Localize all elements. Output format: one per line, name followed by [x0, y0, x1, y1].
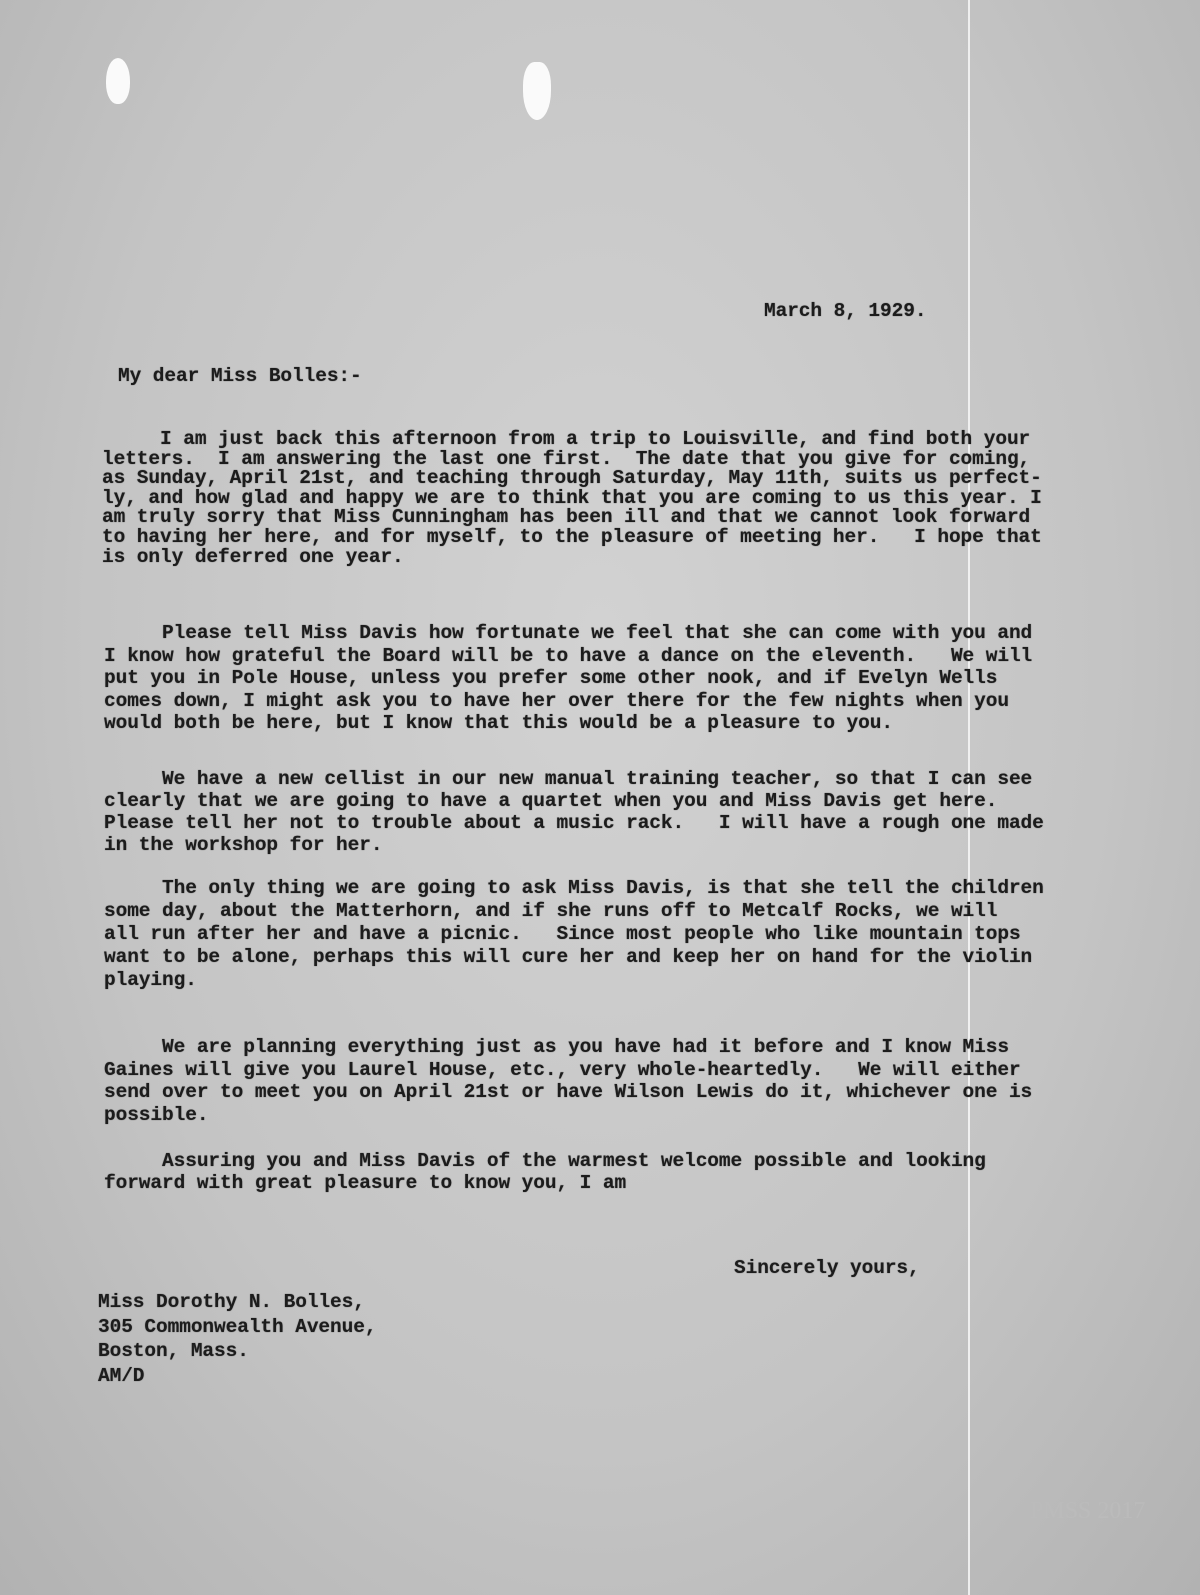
text-line: Gaines will give you Laurel House, etc., very whole-heartedly. We will either: [104, 1058, 1021, 1081]
salutation: My dear Miss Bolles:-: [118, 365, 362, 387]
text-line: We have a new cellist in our new manual training teacher, so that I can see: [104, 768, 1033, 790]
recipient-address: [98, 1290, 376, 1388]
text-line: Please tell her not to trouble about a music rack. I will have a rough one made: [104, 812, 1044, 834]
text-line: I know how grateful the Board will be to have a dance on the eleventh. We will: [104, 644, 1033, 667]
paragraph-6: [104, 1150, 986, 1194]
text-line: We are planning everything just as you have had it before and I know Miss: [104, 1036, 1009, 1058]
text-line: I am just back this afternoon from a trip to Louisville, and find both your: [102, 428, 1031, 450]
text-line: comes down, I might ask you to have her over there for the few nights when you: [104, 689, 1009, 712]
text-line: would both be here, but I know that this would be a pleasure to you.: [104, 712, 893, 734]
punch-hole: [523, 62, 551, 120]
text-line: am truly sorry that Miss Cunningham has been ill and that we cannot look forward: [102, 506, 1031, 529]
paragraph-2: [104, 622, 1032, 735]
text-line: Please tell Miss Davis how fortunate we feel that she can come with you and: [104, 622, 1033, 644]
paragraph-3: [104, 768, 1044, 856]
text-line: ly, and how glad and happy we are to think that you are coming to us this year. I: [102, 486, 1042, 509]
address-line: 305 Commonwealth Avenue,: [98, 1315, 377, 1338]
paragraph-5: [104, 1036, 1032, 1126]
text-line: as Sunday, April 21st, and teaching through Saturday, May 11th, suits us perfect-: [102, 467, 1042, 490]
text-line: The only thing we are going to ask Miss Davis, is that she tell the children: [104, 877, 1044, 899]
text-line: letters. I am answering the last one first. The date that you give for coming,: [102, 447, 1031, 470]
reference-initials: AM/D: [98, 1364, 145, 1387]
text-line: in the workshop for her.: [104, 834, 383, 856]
text-line: clearly that we are going to have a quartet when you and Miss Davis get here.: [104, 790, 998, 812]
paragraph-1: [102, 430, 1042, 567]
punch-hole: [106, 58, 130, 104]
letter-date: March 8, 1929.: [764, 300, 927, 322]
closing: Sincerely yours,: [734, 1257, 920, 1279]
text-line: forward with great pleasure to know you, I am: [104, 1172, 627, 1194]
paragraph-4: [104, 877, 1044, 992]
text-line: put you in Pole House, unless you prefer some other nook, and if Evelyn Wells: [104, 667, 998, 689]
text-line: to having her here, and for myself, to the pleasure of meeting her. I hope that: [102, 525, 1042, 548]
address-line: Boston, Mass.: [98, 1340, 249, 1362]
text-line: possible.: [104, 1103, 209, 1126]
text-line: is only deferred one year.: [102, 545, 404, 568]
archive-watermark: PMSS 2017: [1030, 1498, 1146, 1524]
text-line: all run after her and have a picnic. Since most people who like mountain tops: [104, 923, 1021, 945]
text-line: send over to meet you on April 21st or have Wilson Lewis do it, whichever one is: [104, 1081, 1033, 1103]
text-line: playing.: [104, 969, 197, 991]
text-line: Assuring you and Miss Davis of the warmest welcome possible and looking: [104, 1150, 986, 1172]
text-line: some day, about the Matterhorn, and if she runs off to Metcalf Rocks, we will: [104, 900, 998, 922]
text-line: want to be alone, perhaps this will cure her and keep her on hand for the violin: [104, 946, 1033, 968]
address-line: Miss Dorothy N. Bolles,: [98, 1291, 365, 1313]
